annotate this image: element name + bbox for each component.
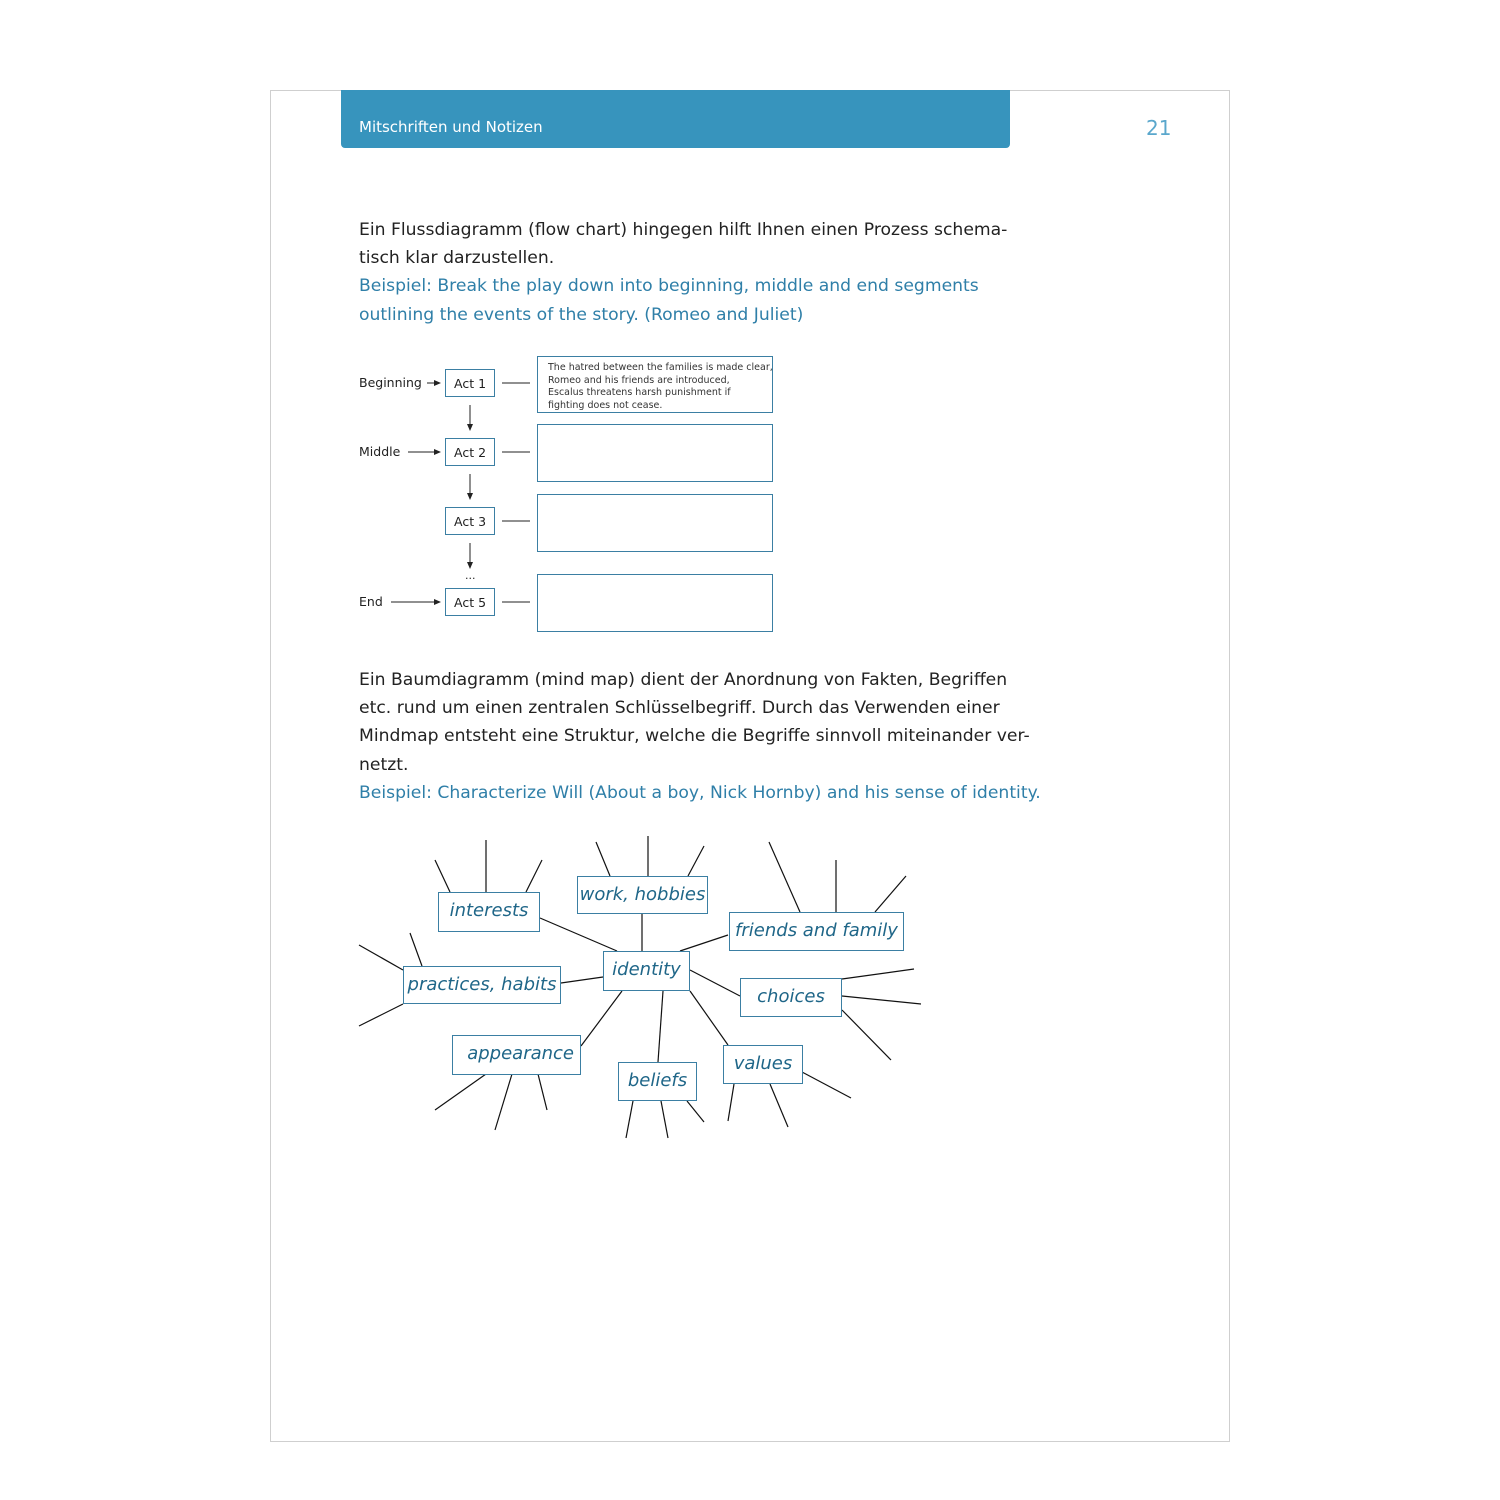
mindmap-node-friends-family: friends and family	[729, 912, 904, 951]
mindmap-node-choices: choices	[740, 978, 842, 1017]
mindmap-node-values: values	[723, 1045, 803, 1084]
mindmap-node-beliefs: beliefs	[618, 1062, 697, 1101]
mindmap-node-appearance: appearance	[452, 1035, 581, 1075]
page-number: 21	[1146, 116, 1172, 140]
flowchart-intro-line-2: tisch klar darzustellen.	[359, 248, 555, 269]
note-line: Romeo and his friends are introduced,	[548, 374, 730, 386]
mindmap-intro-line-1: Ein Baumdiagramm (mind map) dient der Anordnung von Fakten, Begriffen	[359, 670, 1008, 690]
flow-act-2: Act 2	[445, 438, 495, 466]
flow-label-beginning: Beginning	[359, 375, 422, 390]
note-line: The hatred between the families is made clear,	[548, 362, 773, 373]
mindmap-intro-line-2: etc. rund um einen zentralen Schlüsselbegriff. Durch das Verwenden einer	[359, 698, 1000, 719]
flowchart-example-line-1: Beispiel: Break the play down into beginning, middle and end segments	[359, 276, 979, 297]
note-line: Escalus threatens harsh punishment if	[548, 387, 731, 399]
mindmap-example: Beispiel: Characterize Will (About a boy, Nick Hornby) and his sense of identity.	[359, 782, 1041, 803]
mindmap-node-identity: identity	[603, 951, 690, 991]
note-line: fighting does not cease.	[548, 399, 663, 411]
flow-label-end: End	[359, 594, 383, 609]
mindmap-node-practices-habits: practices, habits	[403, 966, 561, 1004]
flow-act-1: Act 1	[445, 369, 495, 397]
flowchart-intro-line-1: Ein Flussdiagramm (flow chart) hingegen hilft Ihnen einen Prozess schema-	[359, 220, 1008, 240]
flow-ellipsis: ...	[465, 569, 476, 582]
flow-act-5: Act 5	[445, 588, 495, 616]
mindmap-intro-line-3: Mindmap entsteht eine Struktur, welche die Begriffe sinnvoll miteinander ver-	[359, 726, 1030, 747]
mindmap-node-work-hobbies: work, hobbies	[577, 876, 708, 914]
flowchart-example-line-2: outlining the events of the story. (Romeo and Juliet)	[359, 304, 804, 325]
section-title: Mitschriften und Notizen	[359, 118, 543, 136]
mindmap-node-interests: interests	[438, 892, 540, 932]
mindmap-intro-line-4: netzt.	[359, 754, 409, 775]
flow-label-middle: Middle	[359, 444, 401, 459]
flow-act-3: Act 3	[445, 507, 495, 535]
